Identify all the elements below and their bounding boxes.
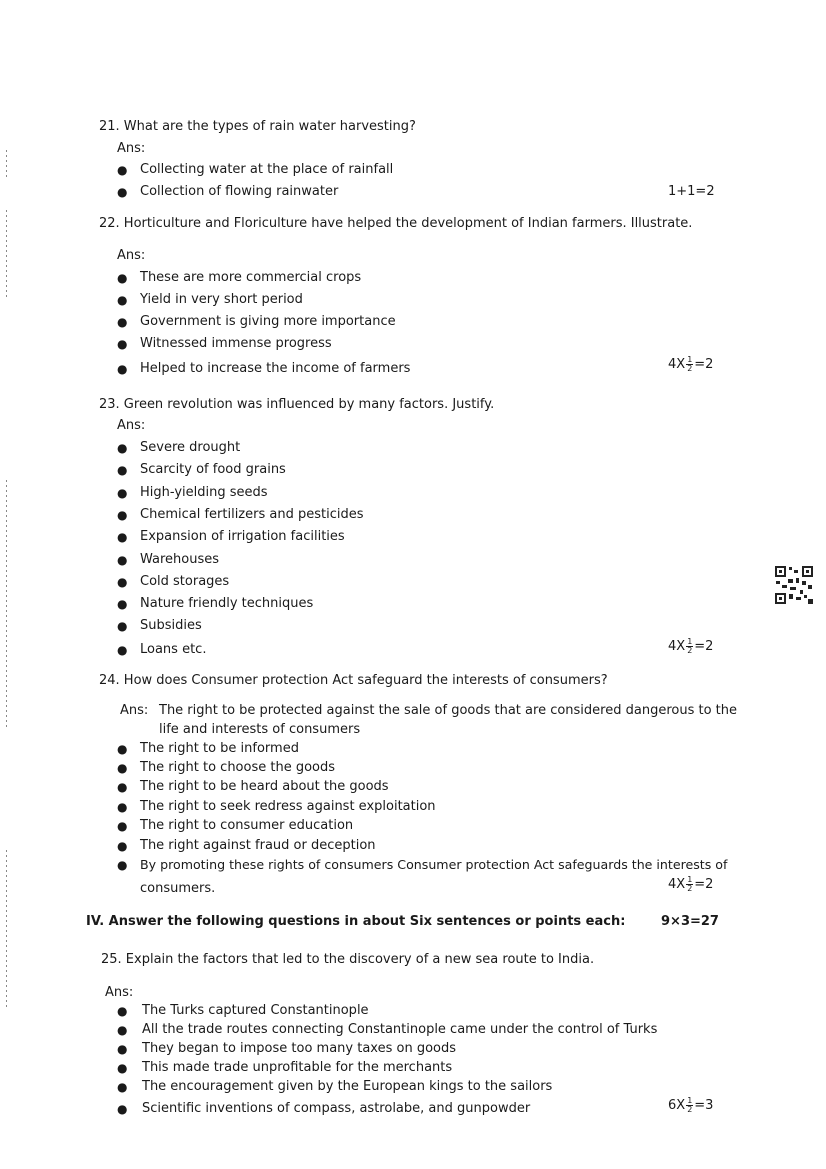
list-item: These are more commercial crops: [140, 270, 362, 285]
bullet: ●: [117, 575, 128, 589]
bullet: ●: [117, 1102, 128, 1116]
scan-edge-mark: [6, 210, 7, 300]
scan-edge-mark: [6, 850, 7, 1010]
bullet: ●: [117, 858, 128, 872]
question-24: 24. How does Consumer protection Act safeguard the interests of consumers?: [99, 673, 608, 688]
list-item: Warehouses: [140, 552, 220, 567]
answer-label: Ans:: [120, 703, 149, 718]
bullet: ●: [117, 463, 128, 477]
list-item: The right to be heard about the goods: [140, 779, 389, 794]
list-item: Collection of flowing rainwater: [140, 184, 339, 199]
bullet: ●: [117, 839, 128, 853]
list-item: Scientific inventions of compass, astrolabe, and gunpowder: [142, 1101, 531, 1116]
list-item: Cold storages: [140, 574, 230, 589]
bullet: ●: [117, 163, 128, 177]
bullet: ●: [117, 761, 128, 775]
qr-code: [774, 565, 814, 605]
bullet: ●: [117, 185, 128, 199]
list-item: Helped to increase the income of farmers: [140, 361, 411, 376]
bullet: ●: [117, 643, 128, 657]
answer-text: The right to be protected against the sale of goods that are considered dangerous to the: [159, 703, 737, 718]
section-marks: 9×3=27: [661, 914, 719, 929]
list-item: Subsidies: [140, 618, 202, 633]
bullet: ●: [117, 1042, 128, 1056]
list-item: Government is giving more importance: [140, 314, 396, 329]
bullet: ●: [117, 362, 128, 376]
list-item: They began to impose too many taxes on goods: [142, 1041, 457, 1056]
answer-label: Ans:: [117, 418, 146, 433]
list-item: The Turks captured Constantinople: [142, 1003, 369, 1018]
list-item: Loans etc.: [140, 642, 207, 657]
bullet: ●: [117, 293, 128, 307]
answer-label: Ans:: [117, 141, 146, 156]
list-item: Scarcity of food grains: [140, 462, 286, 477]
bullet: ●: [117, 1080, 128, 1094]
list-item: The right to seek redress against exploitation: [140, 799, 436, 814]
list-item: The encouragement given by the European kings to the sailors: [142, 1079, 553, 1094]
marks-24: 4X $\frac{1}{2}$ =2: [668, 875, 714, 893]
question-22: 22. Horticulture and Floriculture have helped the development of Indian farmers. Illustrate.: [99, 216, 693, 231]
bullet: ●: [117, 619, 128, 633]
list-item: High-yielding seeds: [140, 485, 268, 500]
bullet: ●: [117, 742, 128, 756]
section-heading: IV. Answer the following questions in about Six sentences or points each:: [86, 914, 626, 929]
list-item: Expansion of irrigation facilities: [140, 529, 345, 544]
answer-label: Ans:: [117, 248, 146, 263]
list-item: By promoting these rights of consumers Consumer protection Act safeguards the interests of: [140, 857, 728, 872]
list-item: All the trade routes connecting Constantinople came under the control of Turks: [142, 1022, 658, 1037]
list-item: The right to choose the goods: [140, 760, 336, 775]
bullet: ●: [117, 819, 128, 833]
answer-text: life and interests of consumers: [159, 722, 361, 737]
bullet: ●: [117, 486, 128, 500]
bullet: ●: [117, 553, 128, 567]
bullet: ●: [117, 337, 128, 351]
list-item-continuation: consumers.: [140, 881, 216, 896]
list-item: This made trade unprofitable for the merchants: [142, 1060, 453, 1075]
question-21: 21. What are the types of rain water harvesting?: [99, 119, 416, 134]
marks-21: 1+1=2: [668, 184, 715, 199]
list-item: Witnessed immense progress: [140, 336, 332, 351]
list-item: Chemical fertilizers and pesticides: [140, 507, 364, 522]
marks-23: 4X $\frac{1}{2}$ =2: [668, 637, 714, 655]
bullet: ●: [117, 530, 128, 544]
bullet: ●: [117, 597, 128, 611]
marks-25: 6X $\frac{1}{2}$ =3: [668, 1096, 714, 1114]
marks-22: 4X $\frac{1}{2}$ =2: [668, 355, 714, 373]
bullet: ●: [117, 315, 128, 329]
list-item: Collecting water at the place of rainfall: [140, 162, 394, 177]
scan-edge-mark: [6, 150, 7, 180]
bullet: ●: [117, 1023, 128, 1037]
bullet: ●: [117, 441, 128, 455]
bullet: ●: [117, 1061, 128, 1075]
list-item: The right against fraud or deception: [140, 838, 376, 853]
bullet: ●: [117, 1004, 128, 1018]
bullet: ●: [117, 271, 128, 285]
list-item: Severe drought: [140, 440, 241, 455]
bullet: ●: [117, 780, 128, 794]
bullet: ●: [117, 508, 128, 522]
bullet: ●: [117, 800, 128, 814]
list-item: The right to be informed: [140, 741, 299, 756]
list-item: Yield in very short period: [140, 292, 303, 307]
question-25: 25. Explain the factors that led to the discovery of a new sea route to India.: [101, 952, 595, 967]
answer-label: Ans:: [105, 985, 134, 1000]
list-item: The right to consumer education: [140, 818, 354, 833]
scan-edge-mark: [6, 480, 7, 730]
list-item: Nature friendly techniques: [140, 596, 314, 611]
question-23: 23. Green revolution was influenced by many factors. Justify.: [99, 397, 495, 412]
